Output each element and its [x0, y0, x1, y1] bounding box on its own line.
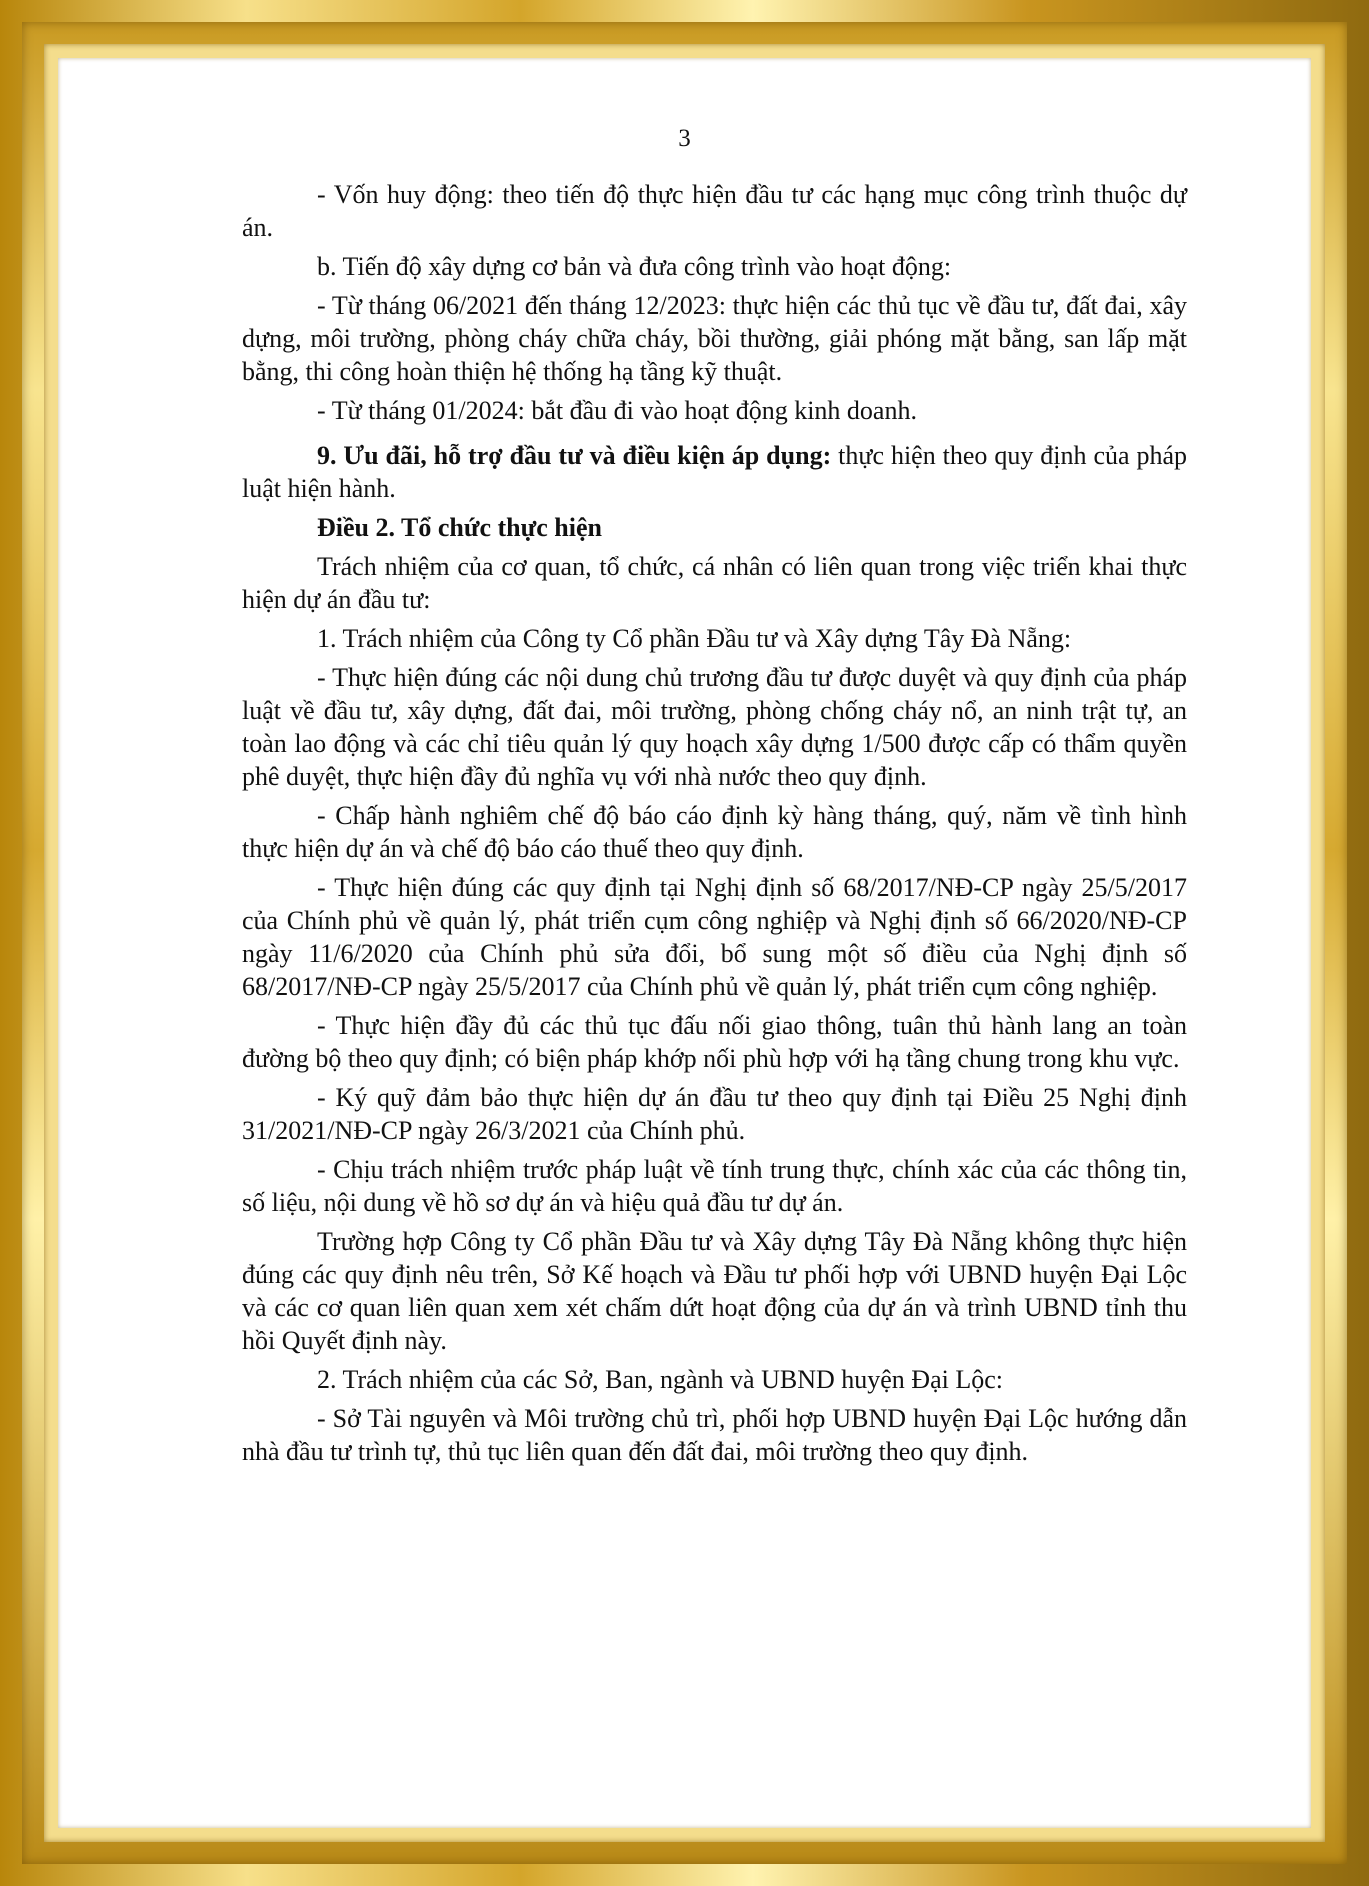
- section-9-heading: 9. Ưu đãi, hỗ trợ đầu tư và điều kiện áp dụng:: [317, 441, 832, 470]
- responsibility-1-heading: 1. Trách nhiệm của Công ty Cổ phần Đầu tư và Xây dựng Tây Đà Nẵng:: [317, 624, 1072, 653]
- article-2-intro: Trách nhiệm của cơ quan, tổ chức, cá nhân có liên quan trong việc triển khai thực hiện dự án đầu tư:: [242, 552, 1187, 614]
- termination-clause: Trường hợp Công ty Cổ phần Đầu tư và Xây dựng Tây Đà Nẵng không thực hiện đúng các quy định nêu trên, Sở Kế hoạch và Đầu tư phối hợp với UBND huyện Đại Lộc và các cơ quan liên quan xem xét chấm dứt hoạt động của dự án và trình UBND tỉnh thu hồi Quyết định này.: [242, 1227, 1187, 1355]
- document-body: [242, 178, 1187, 1474]
- page-number: 3: [678, 125, 691, 152]
- article-2-heading: Điều 2. Tổ chức thực hiện: [317, 513, 602, 542]
- responsibility-1-item: - Thực hiện đúng các nội dung chủ trương đầu tư được duyệt và quy định của pháp luật về đầu tư, xây dựng, đất đai, môi trường, phòng chống cháy nổ, an ninh trật tự, an toàn lao động và các chỉ tiêu quản lý quy hoạch xây dựng 1/500 được cấp có thẩm quyền phê duyệt, thực hiện đầy đủ nghĩa vụ với nhà nước theo quy định.: [242, 663, 1187, 791]
- responsibility-2-item: - Sở Tài nguyên và Môi trường chủ trì, phối hợp UBND huyện Đại Lộc hướng dẫn nhà đầu tư trình tự, thủ tục liên quan đến đất đai, môi trường theo quy định.: [242, 1404, 1187, 1466]
- section-9-text: thực hiện theo quy định của pháp luật hiện hành.: [242, 441, 1188, 503]
- responsibility-1-item: - Chấp hành nghiêm chế độ báo cáo định kỳ hàng tháng, quý, năm về tình hình thực hiện dự án và chế độ báo cáo thuế theo quy định.: [242, 801, 1187, 863]
- responsibility-1-item: - Chịu trách nhiệm trước pháp luật về tính trung thực, chính xác của các thông tin, số liệu, nội dung về hồ sơ dự án và hiệu quả đầu tư dự án.: [242, 1155, 1187, 1217]
- paragraph-capital: - Vốn huy động: theo tiến độ thực hiện đầu tư các hạng mục công trình thuộc dự án.: [242, 180, 1187, 242]
- responsibility-1-item: - Thực hiện đúng các quy định tại Nghị định số 68/2017/NĐ-CP ngày 25/5/2017 của Chính phủ về quản lý, phát triển cụm công nghiệp và Nghị định số 66/2020/NĐ-CP ngày 11/6/2020 của Chính phủ sửa đổi, bổ sung một số điều của Nghị định số 68/2017/NĐ-CP ngày 25/5/2017 của Chính phủ về quản lý, phát triển cụm công nghiệp.: [242, 873, 1187, 1001]
- paragraph-schedule-phase2: - Từ tháng 01/2024: bắt đầu đi vào hoạt động kinh doanh.: [317, 396, 917, 425]
- section-9: [242, 439, 1187, 505]
- responsibility-1-item: - Thực hiện đầy đủ các thủ tục đấu nối giao thông, tuân thủ hành lang an toàn đường bộ theo quy định; có biện pháp khớp nối phù hợp với hạ tầng chung trong khu vực.: [242, 1011, 1187, 1073]
- responsibility-2-heading: 2. Trách nhiệm của các Sở, Ban, ngành và UBND huyện Đại Lộc:: [317, 1365, 1003, 1394]
- responsibility-1-item: - Ký quỹ đảm bảo thực hiện dự án đầu tư theo quy định tại Điều 25 Nghị định 31/2021/NĐ-CP ngày 26/3/2021 của Chính phủ.: [242, 1083, 1187, 1145]
- paragraph-schedule-phase1: - Từ tháng 06/2021 đến tháng 12/2023: thực hiện các thủ tục về đầu tư, đất đai, xây dựng, môi trường, phòng cháy chữa cháy, bồi thường, giải phóng mặt bằng, san lấp mặt bằng, thi công hoàn thiện hệ thống hạ tầng kỹ thuật.: [242, 291, 1187, 386]
- paragraph-schedule-heading: b. Tiến độ xây dựng cơ bản và đưa công trình vào hoạt động:: [317, 252, 952, 281]
